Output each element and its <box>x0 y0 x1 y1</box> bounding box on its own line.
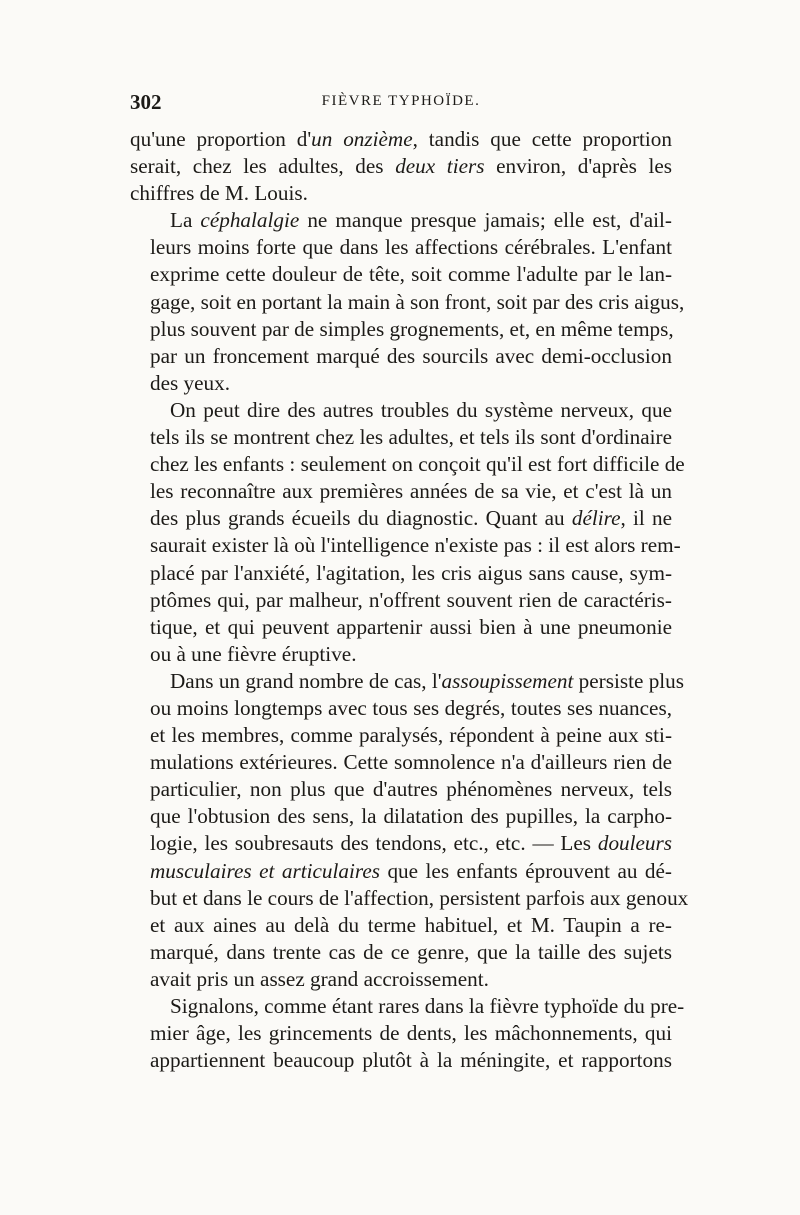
text-run: appartiennent beaucoup plutôt à la méningite, et rapportons <box>150 1048 672 1073</box>
paragraph <box>130 126 672 207</box>
text-run: exprime cette douleur de tête, soit comme l'adulte par le lan- <box>150 262 672 287</box>
text-run: gage, soit en portant la main à son front, soit par des cris aigus, <box>150 289 685 314</box>
italic-term: un onzième <box>311 127 413 151</box>
italic-term: délire <box>571 506 621 531</box>
text-line <box>130 1020 672 1047</box>
text-run: des yeux. <box>150 370 231 395</box>
text-run: ne manque presque jamais; elle est, d'ail- <box>299 208 672 233</box>
text-run: tels ils se montrent chez les adultes, et tels ils sont d'ordinaire <box>150 425 672 450</box>
text-line <box>130 722 672 749</box>
text-run: que l'obtusion des sens, la dilatation des pupilles, la carpho- <box>150 804 672 829</box>
text-line <box>130 966 672 993</box>
text-line <box>130 695 672 722</box>
italic-term: assoupissement <box>441 668 574 693</box>
text-line <box>130 532 681 559</box>
text-run: des plus grands écueils du diagnostic. Quant au <box>150 506 572 531</box>
text-run: saurait exister là où l'intelligence n'existe pas : il est alors rem- <box>150 533 681 558</box>
text-run: logie, les soubresauts des tendons, etc., etc. — Les <box>150 831 598 856</box>
text-line <box>130 451 685 478</box>
text-line <box>130 370 672 397</box>
text-run: et les membres, comme paralysés, répondent à peine aux sti- <box>150 723 672 748</box>
text-line <box>130 316 672 343</box>
text-run: , il ne <box>620 506 672 531</box>
text-line <box>130 207 672 234</box>
text-run: ou à une fièvre éruptive. <box>150 641 357 666</box>
running-title: FIÈVRE TYPHOÏDE. <box>321 93 481 109</box>
text-line <box>130 343 672 370</box>
text-line <box>130 614 672 641</box>
text-run: mulations extérieures. Cette somnolence n'a d'ailleurs rien de <box>150 750 672 775</box>
text-run: leurs moins forte que dans les affections cérébrales. L'enfant <box>150 235 672 260</box>
paragraph <box>130 668 689 993</box>
paragraph <box>130 397 685 668</box>
text-line <box>130 126 672 153</box>
text-run: les reconnaître aux premières années de sa vie, et c'est là un <box>150 479 672 504</box>
text-run: et aux aines au delà du terme habituel, et M. Taupin a re- <box>150 912 672 937</box>
text-run: ou moins longtemps avec tous ses degrés, toutes ses nuances, <box>150 695 672 720</box>
text-run: On peut dire des autres troubles du système nerveux, que <box>170 397 672 422</box>
text-line <box>130 478 672 505</box>
text-run: serait, chez les adultes, des <box>130 154 396 179</box>
text-run: par un froncement marqué des sourcils avec demi-occlusion <box>150 343 672 368</box>
text-run: chiffres de M. Louis. <box>130 181 308 206</box>
text-run: plus souvent par de simples grognements, et, en même temps, <box>150 316 674 341</box>
text-line <box>130 424 672 451</box>
page-header <box>130 90 672 118</box>
text-line <box>130 397 672 424</box>
text-line <box>130 830 672 857</box>
text-run: tique, et qui peuvent appartenir aussi bien à une pneumonie <box>150 614 672 639</box>
text-line <box>130 885 689 912</box>
text-run: but et dans le cours de l'affection, persistent parfois aux genoux <box>150 885 689 910</box>
italic-term: céphalalgie <box>200 208 300 233</box>
paragraph <box>130 207 685 397</box>
text-run: mier âge, les grincements de dents, les mâchonnements, qui <box>150 1021 672 1046</box>
text-run: , tandis que cette proportion <box>412 127 672 151</box>
text-line <box>130 912 672 939</box>
text-run: La <box>170 208 201 233</box>
text-run: chez les enfants : seulement on conçoit qu'il est fort difficile de <box>150 452 685 477</box>
text-run: qu'une proportion d' <box>130 127 312 151</box>
text-line <box>130 180 672 207</box>
text-line <box>130 587 672 614</box>
text-line <box>130 749 672 776</box>
text-run: environ, d'après les <box>484 154 673 179</box>
page-number: 302 <box>130 90 162 114</box>
text-line <box>130 261 672 288</box>
paragraph <box>130 993 685 1074</box>
text-line <box>130 153 672 180</box>
text-line <box>130 505 672 532</box>
italic-term: musculaires et articulaires <box>150 858 380 883</box>
text-line <box>130 560 672 587</box>
text-line <box>130 939 672 966</box>
text-line <box>130 1047 672 1074</box>
text-line <box>130 289 685 316</box>
text-run: ptômes qui, par malheur, n'offrent souvent rien de caractéris- <box>150 587 672 612</box>
text-run: persiste plus <box>573 668 685 693</box>
text-run: que les enfants éprouvent au dé- <box>379 858 672 883</box>
text-line <box>130 803 672 830</box>
text-run: avait pris un assez grand accroissement. <box>150 966 489 991</box>
text-run: placé par l'anxiété, l'agitation, les cris aigus sans cause, sym- <box>150 560 672 585</box>
text-run: Signalons, comme étant rares dans la fièvre typhoïde du pre- <box>170 994 685 1018</box>
text-line <box>130 641 672 668</box>
text-run: marqué, dans trente cas de ce genre, que la taille des sujets <box>150 939 672 964</box>
text-line <box>130 234 672 261</box>
body-text <box>130 126 689 1074</box>
text-run: Dans un grand nombre de cas, l' <box>170 668 442 693</box>
text-line <box>130 993 685 1020</box>
text-run: particulier, non plus que d'autres phénomènes nerveux, tels <box>150 777 672 802</box>
italic-term: douleurs <box>597 831 672 856</box>
text-line <box>130 668 685 695</box>
text-line <box>130 776 672 803</box>
text-line <box>130 858 672 885</box>
italic-term: deux tiers <box>395 154 485 179</box>
